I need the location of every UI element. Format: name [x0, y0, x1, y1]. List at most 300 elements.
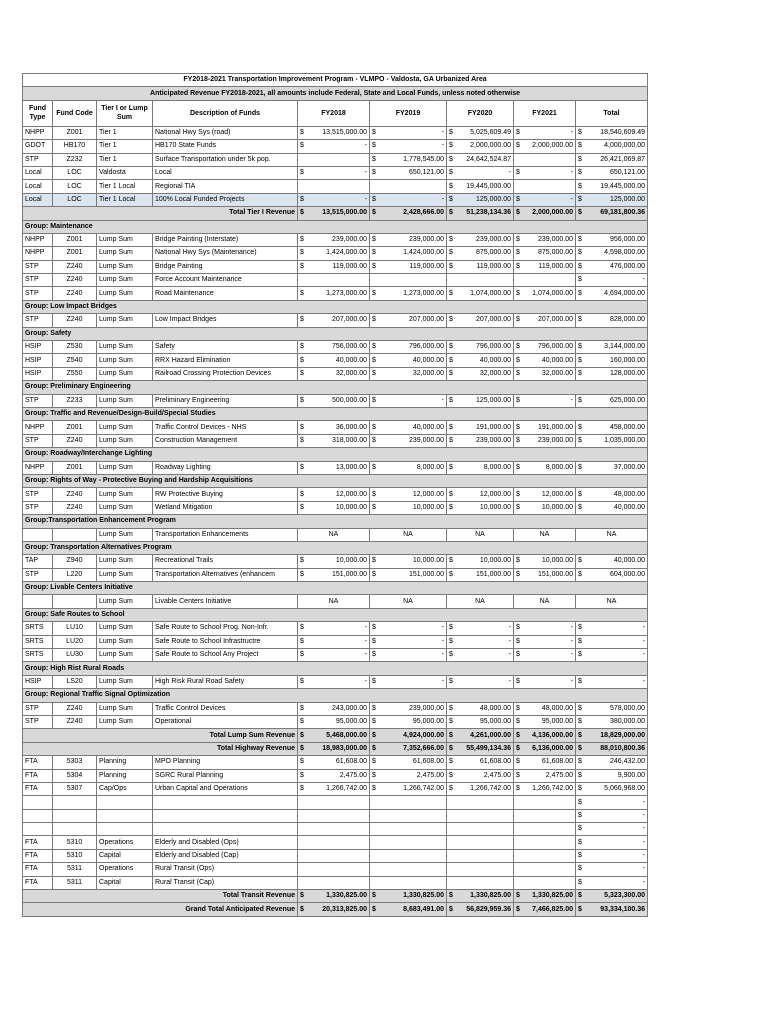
amount-value [298, 355, 369, 367]
tier-cell: Valdosta [97, 166, 153, 179]
amount-cell [514, 247, 576, 260]
amount-number: - [364, 195, 367, 203]
amount-cell [370, 260, 447, 273]
amount-value [576, 810, 647, 822]
currency-sign: $ [372, 249, 376, 257]
currency-sign: $ [516, 396, 520, 404]
currency-sign: $ [449, 316, 453, 324]
amount-value [370, 355, 446, 367]
amount-cell [514, 903, 576, 916]
amount-value [514, 207, 575, 219]
currency-sign: $ [516, 731, 520, 739]
amount-number: 7,352,666.00 [403, 744, 444, 752]
currency-sign: $ [449, 892, 453, 900]
fund-type-cell: GDOT [23, 140, 53, 153]
amount-cell [447, 166, 514, 179]
amount-value [514, 756, 575, 768]
amount-number: 500,000.00 [331, 396, 367, 404]
amount-number: 13,515,000.00 [322, 128, 367, 136]
amount-value [298, 716, 369, 728]
fund-code-cell: Z240 [53, 715, 97, 728]
fund-type-cell: SRTS [23, 649, 53, 662]
fund-type-cell: STP [23, 287, 53, 300]
currency-sign: $ [449, 356, 453, 364]
amount-value [370, 234, 446, 246]
amount-value [298, 261, 369, 273]
revenue-table [22, 73, 648, 917]
amount-value [576, 743, 647, 755]
fund-code-cell: Z001 [53, 126, 97, 139]
amount-number: 95,000.00 [412, 718, 444, 726]
amount-value [370, 756, 446, 768]
amount-value [447, 247, 513, 259]
currency-sign: $ [300, 718, 304, 726]
amount-value [447, 194, 513, 206]
tier-cell [97, 809, 153, 822]
amount-cell [370, 595, 447, 608]
group-header-row [23, 407, 648, 420]
currency-sign: $ [516, 718, 520, 726]
amount-number: 796,000.00 [475, 343, 511, 351]
amount-cell [370, 193, 447, 206]
tier-cell [97, 796, 153, 809]
currency-sign: $ [372, 128, 376, 136]
amount-cell [447, 782, 514, 795]
amount-value [298, 756, 369, 768]
currency-sign: $ [516, 704, 520, 712]
amount-cell [514, 233, 576, 246]
table-row [23, 247, 648, 260]
amount-cell [370, 488, 447, 501]
description-cell: Low Impact Bridges [153, 314, 298, 327]
amount-value [447, 716, 513, 728]
fund-type-cell [23, 796, 53, 809]
amount-value [514, 234, 575, 246]
table-row [23, 622, 648, 635]
column-header: FY2021 [514, 100, 576, 126]
amount-value [447, 207, 513, 219]
description-cell: High Risk Rural Road Safety [153, 675, 298, 688]
empty-cell [514, 809, 576, 822]
amount-value [576, 422, 647, 434]
amount-number: - [570, 396, 573, 404]
amount-value [447, 314, 513, 326]
amount-cell [298, 742, 370, 755]
currency-sign: $ [578, 811, 582, 819]
currency-sign: $ [372, 557, 376, 565]
amount-number: - [508, 677, 511, 685]
amount-cell [514, 166, 576, 179]
amount-number: 48,000.00 [479, 704, 511, 712]
amount-value [576, 127, 647, 139]
group-label: Group: Traffic and Revenue/Design-Build/Special Studies [23, 407, 648, 420]
amount-cell [576, 528, 648, 541]
amount-value [447, 636, 513, 648]
amount-cell [576, 635, 648, 648]
amount-cell [447, 501, 514, 514]
amount-value [298, 207, 369, 219]
amount-number: 88,010,800.36 [600, 744, 646, 752]
amount-value [514, 716, 575, 728]
currency-sign: $ [372, 370, 376, 377]
fund-code-cell: Z940 [53, 555, 97, 568]
currency-sign: $ [578, 637, 582, 645]
amount-cell [447, 702, 514, 715]
amount-cell [447, 488, 514, 501]
currency-sign: $ [300, 744, 304, 752]
amount-value [298, 636, 369, 648]
description-cell: Safe Route to School Any Project [153, 649, 298, 662]
amount-number: 40,000.00 [613, 503, 646, 511]
fund-code-cell: Z240 [53, 260, 97, 273]
tier-cell [97, 823, 153, 836]
amount-number: 48,000.00 [541, 704, 573, 712]
amount-cell [447, 260, 514, 273]
currency-sign: $ [372, 771, 376, 779]
currency-sign: $ [578, 289, 582, 297]
currency-sign: $ [516, 744, 520, 752]
amount-number: - [441, 637, 444, 645]
blank-row [23, 823, 648, 836]
amount-value [514, 502, 575, 514]
currency-sign: $ [578, 865, 582, 873]
amount-value [514, 127, 575, 139]
amount-number: 8,000.00 [545, 463, 573, 471]
amount-cell [298, 769, 370, 782]
group-label: Group: Roadway/Interchange Lighting [23, 448, 648, 461]
currency-sign: $ [449, 758, 453, 766]
amount-number: - [508, 624, 511, 632]
description-cell: Livable Centers Initiative [153, 595, 298, 608]
empty-cell [514, 823, 576, 836]
currency-sign: $ [372, 343, 376, 351]
currency-sign: $ [372, 570, 376, 578]
amount-value [298, 890, 369, 902]
currency-sign: $ [578, 785, 582, 793]
fund-code-cell: Z550 [53, 367, 97, 380]
amount-cell [514, 528, 576, 541]
fund-code-cell: LU20 [53, 635, 97, 648]
amount-value [447, 783, 513, 795]
amount-cell [370, 341, 447, 354]
currency-sign: $ [300, 262, 304, 270]
amount-cell [370, 367, 447, 380]
amount-value [370, 904, 446, 916]
amount-number: 604,000.00 [610, 570, 646, 578]
description-cell: Construction Management [153, 434, 298, 447]
fund-type-cell: SRTS [23, 622, 53, 635]
fund-code-cell: Z233 [53, 394, 97, 407]
currency-sign: $ [516, 356, 520, 364]
amount-number: 239,000.00 [537, 236, 573, 244]
amount-number: 12,000.00 [335, 490, 367, 498]
amount-number: 61,608.00 [541, 758, 573, 766]
currency-sign: $ [516, 423, 520, 431]
amount-cell [298, 675, 370, 688]
amount-cell [370, 207, 447, 220]
amount-number: 32,000.00 [412, 370, 444, 377]
amount-value [576, 288, 647, 300]
group-header-row [23, 300, 648, 313]
amount-value [514, 167, 575, 179]
amount-cell [576, 367, 648, 380]
amount-number: 95,000.00 [335, 718, 367, 726]
amount-value [576, 395, 647, 407]
amount-cell [370, 461, 447, 474]
amount-cell [447, 568, 514, 581]
currency-sign: $ [516, 142, 520, 150]
amount-cell [576, 890, 648, 903]
fund-code-cell: Z240 [53, 434, 97, 447]
amount-cell [576, 247, 648, 260]
amount-number: 1,273,000.00 [326, 289, 367, 297]
amount-cell [576, 622, 648, 635]
currency-sign: $ [516, 262, 520, 270]
amount-value [298, 569, 369, 581]
table-row [23, 421, 648, 434]
amount-number: 10,000.00 [412, 503, 444, 511]
amount-number: 380,000.00 [610, 718, 646, 726]
amount-value [576, 140, 647, 152]
fund-code-cell: L220 [53, 568, 97, 581]
currency-sign: $ [372, 905, 376, 913]
amount-value [576, 716, 647, 728]
currency-sign: $ [449, 343, 453, 351]
amount-number: 458,000.00 [610, 423, 646, 431]
amount-value [298, 314, 369, 326]
fund-type-cell: FTA [23, 863, 53, 876]
amount-cell [576, 836, 648, 849]
table-row [23, 461, 648, 474]
amount-cell [514, 341, 576, 354]
amount-cell [370, 675, 447, 688]
currency-sign: $ [300, 396, 304, 404]
fund-code-cell [53, 595, 97, 608]
amount-number: 1,074,000.00 [532, 289, 573, 297]
description-cell: Regional TIA [153, 180, 298, 193]
amount-number: 1,266,742.00 [470, 785, 511, 793]
amount-number: 24,642,524.87 [466, 155, 511, 163]
table-row [23, 836, 648, 849]
amount-value [514, 783, 575, 795]
table-row [23, 568, 648, 581]
table-row [23, 367, 648, 380]
amount-value [514, 140, 575, 152]
total-row [23, 890, 648, 903]
table-row [23, 649, 648, 662]
amount-value [514, 247, 575, 259]
empty-cell [447, 809, 514, 822]
na-value: NA [403, 530, 413, 538]
amount-value [576, 368, 647, 380]
description-cell: National Hwy Sys (road) [153, 126, 298, 139]
amount-number: 4,924,000.00 [403, 731, 444, 739]
amount-value [370, 783, 446, 795]
amount-value [447, 703, 513, 715]
group-header-row [23, 582, 648, 595]
currency-sign: $ [516, 785, 520, 793]
currency-sign: $ [300, 142, 304, 150]
amount-number: - [642, 838, 646, 846]
currency-sign: $ [449, 731, 453, 739]
amount-cell [576, 742, 648, 755]
amount-cell [576, 675, 648, 688]
amount-cell [370, 649, 447, 662]
currency-sign: $ [372, 463, 376, 471]
empty-cell [447, 849, 514, 862]
amount-cell [298, 233, 370, 246]
tier-cell: Lump Sum [97, 635, 153, 648]
amount-number: 1,424,000.00 [403, 249, 444, 257]
amount-number: 207,000.00 [475, 316, 511, 324]
amount-number: 48,000.00 [613, 490, 646, 498]
amount-cell [514, 555, 576, 568]
sheet-subtitle: Anticipated Revenue FY2018-2021, all amounts include Federal, State and Local Funds, unless noted otherwise [23, 87, 648, 100]
amount-value [514, 649, 575, 661]
currency-sign: $ [372, 624, 376, 632]
currency-sign: $ [300, 490, 304, 498]
amount-value [447, 288, 513, 300]
fund-type-cell: STP [23, 501, 53, 514]
currency-sign: $ [449, 624, 453, 632]
currency-sign: $ [300, 169, 304, 177]
amount-number: 40,000.00 [541, 356, 573, 364]
tip-revenue-sheet [22, 73, 647, 917]
amount-number: 2,475.00 [339, 771, 367, 779]
currency-sign: $ [449, 503, 453, 511]
amount-cell [298, 354, 370, 367]
fund-type-cell: STP [23, 274, 53, 287]
description-cell: Elderly and Disabled (Cap) [153, 849, 298, 862]
currency-sign: $ [516, 905, 520, 913]
amount-value [447, 743, 513, 755]
amount-number: - [441, 677, 444, 685]
amount-number: 151,000.00 [331, 570, 367, 578]
amount-number: 37,000.00 [613, 463, 646, 471]
amount-cell [447, 675, 514, 688]
currency-sign: $ [372, 236, 376, 244]
currency-sign: $ [300, 343, 304, 351]
currency-sign: $ [449, 209, 453, 217]
tier-cell: Lump Sum [97, 555, 153, 568]
description-cell: Safe Route to School Prog. Non-Infr. [153, 622, 298, 635]
amount-cell [298, 715, 370, 728]
amount-number: 239,000.00 [475, 236, 511, 244]
fund-code-cell: LOC [53, 193, 97, 206]
fund-type-cell: STP [23, 702, 53, 715]
fund-code-cell: 5303 [53, 756, 97, 769]
amount-number: 151,000.00 [408, 570, 444, 578]
description-cell: Traffic Control Devices [153, 702, 298, 715]
amount-cell [370, 769, 447, 782]
table-row [23, 769, 648, 782]
amount-value [447, 422, 513, 434]
amount-cell [576, 823, 648, 836]
tier-cell: Lump Sum [97, 622, 153, 635]
empty-cell [298, 180, 370, 193]
currency-sign: $ [300, 905, 304, 913]
currency-sign: $ [372, 316, 376, 324]
amount-number: 10,000.00 [412, 557, 444, 565]
amount-value [447, 502, 513, 514]
amount-value [514, 489, 575, 501]
na-value: NA [328, 597, 339, 605]
amount-number: - [642, 825, 646, 833]
amount-value [576, 234, 647, 246]
amount-cell [514, 501, 576, 514]
fund-type-cell: Local [23, 166, 53, 179]
amount-cell [576, 233, 648, 246]
amount-cell [298, 287, 370, 300]
amount-value [576, 823, 647, 835]
amount-value [298, 140, 369, 152]
fund-code-cell: LOC [53, 180, 97, 193]
amount-value [514, 569, 575, 581]
amount-number: - [364, 651, 367, 659]
amount-value [576, 636, 647, 648]
amount-number: - [570, 651, 573, 659]
amount-number: 796,000.00 [408, 343, 444, 351]
amount-value [514, 676, 575, 688]
amount-value [298, 234, 369, 246]
fund-code-cell [53, 823, 97, 836]
amount-number: 32,000.00 [335, 370, 367, 377]
table-row [23, 341, 648, 354]
currency-sign: $ [578, 570, 582, 578]
table-row [23, 140, 648, 153]
tier-cell: Lump Sum [97, 528, 153, 541]
amount-value [514, 462, 575, 474]
amount-cell [447, 354, 514, 367]
amount-value [514, 435, 575, 447]
table-row [23, 126, 648, 139]
na-value: NA [539, 597, 550, 605]
amount-value [447, 756, 513, 768]
fund-code-cell: 5311 [53, 863, 97, 876]
amount-number: 1,424,000.00 [326, 249, 367, 257]
currency-sign: $ [578, 731, 582, 739]
tier-cell: Lump Sum [97, 501, 153, 514]
amount-cell [298, 729, 370, 742]
empty-cell [370, 809, 447, 822]
empty-cell [298, 153, 370, 166]
description-cell: Wetland Mitigation [153, 501, 298, 514]
amount-value [576, 783, 647, 795]
amount-cell [370, 890, 447, 903]
amount-cell [576, 769, 648, 782]
currency-sign: $ [449, 396, 453, 404]
amount-number: 61,608.00 [479, 758, 511, 766]
amount-number: - [570, 169, 573, 177]
tier-cell: Lump Sum [97, 488, 153, 501]
description-cell: HB170 State Funds [153, 140, 298, 153]
group-header-row [23, 327, 648, 340]
amount-value [576, 877, 647, 889]
sheet-title: FY2018-2021 Transportation Improvement Program - VLMPO - Valdosta, GA Urbanized Area [23, 74, 648, 87]
amount-number: 18,829,000.00 [600, 731, 646, 739]
tier-cell: Lump Sum [97, 461, 153, 474]
currency-sign: $ [300, 423, 304, 431]
amount-value [514, 314, 575, 326]
amount-number: 476,000.00 [610, 262, 646, 270]
description-cell: Roadway Lighting [153, 461, 298, 474]
amount-cell [370, 287, 447, 300]
currency-sign: $ [449, 155, 453, 163]
amount-number: 12,000.00 [412, 490, 444, 498]
amount-cell [514, 367, 576, 380]
tier-cell: Capital [97, 849, 153, 862]
amount-number: - [642, 852, 646, 860]
